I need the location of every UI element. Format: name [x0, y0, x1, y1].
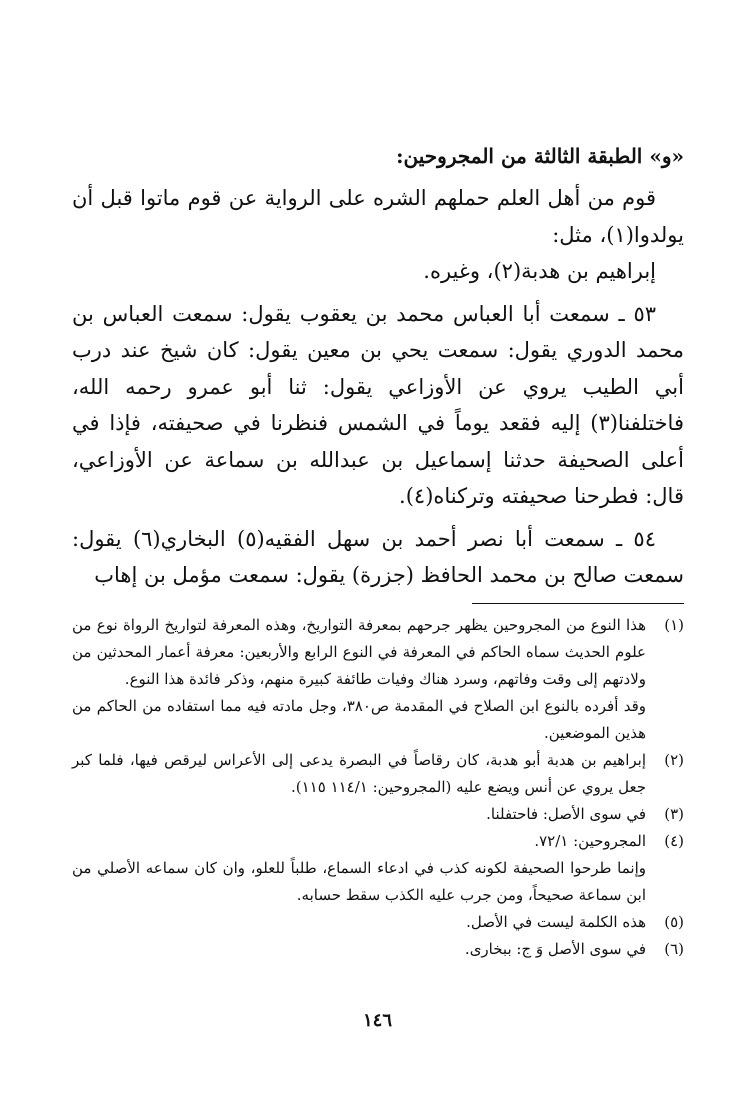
- footnote-text: هذه الكلمة ليست في الأصل.: [466, 913, 646, 931]
- footnote-5: [72, 909, 684, 936]
- narration-53: ٥٣ ـ سمعت أبا العباس محمد بن يعقوب يقول: سمعت العباس بن محمد الدوري يقول: سمعت يحي بن معين يقول: كان شيخ عند درب أبي الطيب يروي عن الأوزاعي يقول: ثنا أبو عمرو رحمه الله، فاختلفنا(٣) إليه فقعد يوماً في الشمس فنظرنا في صحيفته، فإذا في أعلى الصحيفة حدثنا إسماعيل بن عبدالله بن سماعة عن الأوزاعي، قال: فطرحنا صحيفته وتركناه(٤).: [72, 301, 684, 508]
- intro-paragraph: قوم من أهل العلم حملهم الشره على الرواية عن قوم ماتوا قبل أن يولدوا(١)، مثل:: [72, 186, 684, 247]
- footnote-text: وقد أفرده بالنوع ابن الصلاح في المقدمة ص٣٨٠، وجل مادته فيه مما استفاده من الحاكم من هذين الموضعين.: [72, 697, 646, 742]
- main-text: [72, 140, 684, 594]
- footnote-text: إبراهيم بن هدبة أبو هدبة، كان رقاصاً في البصرة يدعى إلى الأعراس ليرقص فيها، فلما كبر جعل يروي عن أنس ويضع عليه (المجروحين: ١١٤/١ ١١٥).: [72, 751, 646, 796]
- footnote-4: [72, 828, 684, 909]
- footnote-number: (٣): [664, 805, 684, 823]
- narration-54: ٥٤ ـ سمعت أبا نصر أحمد بن سهل الفقيه(٥) البخاري(٦) يقول: سمعت صالح بن محمد الحافظ (جزرة) يقول: سمعت مؤمل بن إهاب: [72, 526, 684, 587]
- footnote-separator: [472, 603, 684, 604]
- section-heading: «و» الطبقة الثالثة من المجروحين:: [396, 144, 684, 168]
- footnote-number: (٥): [664, 913, 684, 931]
- footnote-6: [72, 936, 684, 963]
- footnote-number: (٦): [664, 940, 684, 958]
- footnote-3: [72, 801, 684, 828]
- footnotes: [72, 612, 684, 963]
- footnote-number: (١): [664, 616, 684, 634]
- footnote-text: في سوى الأصل: فاحتفلنا.: [486, 805, 646, 823]
- footnote-text: المجروحين: ٧٢/١.: [534, 832, 646, 850]
- footnote-text: هذا النوع من المجروحين يظهر جرحهم بمعرفة التواريخ، وهذه المعرفة لتواريخ الرواة نوع من علوم الحديث سماه الحاكم في المعرفة في النوع الرابع والأربعين: معرفة أعمار المحدثين من ولادتهم إلى وقت وفاتهم، وسرد هناك وفيات طائفة كبيرة منهم، وذكر فائدة هذا النوع.: [72, 616, 646, 688]
- footnote-number: (٢): [664, 751, 684, 769]
- footnote-text: وإنما طرحوا الصحيفة لكونه كذب في ادعاء السماع، طلباً للعلو، وان كان سماعه الأصلي من ابن سماعة صحيحاً، ومن جرب عليه الكذب سقط حسابه.: [72, 859, 646, 904]
- page-number: ١٤٦: [362, 1010, 392, 1031]
- footnote-1: [72, 612, 684, 747]
- footnote-2: [72, 747, 684, 801]
- footnote-text: في سوى الأصل وَ ج: ببخارى.: [464, 940, 646, 958]
- example-line: إبراهيم بن هدبة(٢)، وغيره.: [423, 259, 656, 283]
- footnote-number: (٤): [664, 832, 684, 850]
